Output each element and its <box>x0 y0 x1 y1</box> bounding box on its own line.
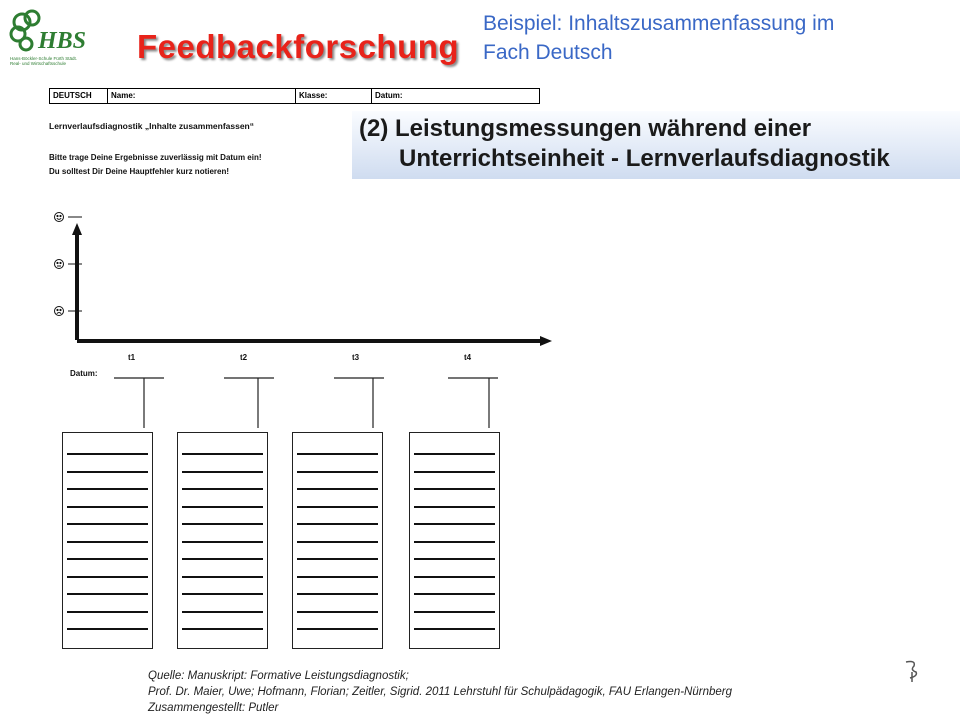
source-line-1: Quelle: Manuskript: Formative Leistungsdiagnostik; <box>148 670 409 682</box>
header-cell-class: Klasse: <box>296 89 372 103</box>
y-axis-arrow <box>72 223 82 235</box>
ruled-line <box>297 488 378 490</box>
ruled-line <box>297 506 378 508</box>
happy-face-icon <box>55 213 64 222</box>
sad-face-icon <box>55 307 64 316</box>
ruled-line <box>67 576 148 578</box>
ruled-line <box>67 541 148 543</box>
source-line-3: Zusammengestellt: Putler <box>148 702 279 714</box>
ruled-line <box>182 471 263 473</box>
example-line-1: Beispiel: Inhaltszusammenfassung im <box>483 12 835 35</box>
example-subtitle <box>483 9 953 67</box>
neutral-face-icon <box>55 260 64 269</box>
ruled-line <box>414 471 495 473</box>
header-cell-name: Name: <box>108 89 296 103</box>
ruled-line <box>414 523 495 525</box>
ruled-line <box>67 523 148 525</box>
notes-box-t1[interactable] <box>62 432 153 649</box>
ruled-line <box>414 576 495 578</box>
ruled-line <box>182 628 263 630</box>
ruled-line <box>297 593 378 595</box>
header-cell-subject: DEUTSCH <box>50 89 108 103</box>
ruled-line <box>297 576 378 578</box>
source-line-2: Prof. Dr. Maier, Uwe; Hofmann, Florian; Zeitler, Sigrid. 2011 Lehrstuhl für Schulpädagogik, FAU Erlangen-Nürnberg <box>148 686 733 698</box>
time-label-t2: t2 <box>240 353 248 362</box>
ruled-line <box>67 593 148 595</box>
signature-mark <box>902 658 922 684</box>
ruled-line <box>297 523 378 525</box>
ruled-line <box>182 576 263 578</box>
ruled-line <box>67 506 148 508</box>
ruled-line <box>297 611 378 613</box>
time-label-t1: t1 <box>128 353 136 362</box>
x-axis-arrow <box>540 336 552 346</box>
ruled-line <box>414 541 495 543</box>
ruled-line <box>414 593 495 595</box>
banner-line-2: Unterrichtseinheit - Lernverlaufsdiagnostik <box>399 145 890 172</box>
ruled-line <box>67 488 148 490</box>
ruled-line <box>414 506 495 508</box>
ruled-line <box>414 488 495 490</box>
worksheet-heading: Lernverlaufsdiagnostik „Inhalte zusammenfassen“ <box>49 121 255 131</box>
ruled-line <box>414 611 495 613</box>
ruled-line <box>182 541 263 543</box>
ruled-line <box>182 611 263 613</box>
notes-box-t2[interactable] <box>177 432 268 649</box>
logo-letters: HBS <box>38 28 87 54</box>
slide-title: Feedbackforschung <box>137 28 460 65</box>
ruled-line <box>182 506 263 508</box>
ruled-line <box>67 628 148 630</box>
ruled-line <box>67 453 148 455</box>
time-label-t4: t4 <box>464 353 472 362</box>
ruled-line <box>182 593 263 595</box>
ruled-line <box>67 471 148 473</box>
ruled-line <box>182 453 263 455</box>
date-connectors <box>100 370 520 432</box>
time-label-t3: t3 <box>352 353 360 362</box>
ruled-line <box>297 471 378 473</box>
progress-diagram <box>40 195 560 375</box>
ruled-line <box>414 628 495 630</box>
logo-caption: Hans-Böckler-Schule Fürth Städt. Real- und Wirtschaftsschule <box>10 56 78 66</box>
datum-label: Datum: <box>70 369 98 378</box>
banner-line-1: (2) Leistungsmessungen während einer <box>359 115 812 142</box>
notes-box-t3[interactable] <box>292 432 383 649</box>
ruled-line <box>182 523 263 525</box>
worksheet-header-table <box>49 88 540 104</box>
worksheet-instruction-1: Bitte trage Deine Ergebnisse zuverlässig mit Datum ein! <box>49 153 262 162</box>
ruled-line <box>67 611 148 613</box>
ruled-line <box>67 558 148 560</box>
ruled-line <box>182 558 263 560</box>
worksheet-instruction-2: Du solltest Dir Deine Hauptfehler kurz notieren! <box>49 167 230 176</box>
header-cell-date: Datum: <box>375 91 403 100</box>
ruled-line <box>414 453 495 455</box>
ruled-line <box>297 558 378 560</box>
ruled-line <box>297 453 378 455</box>
ruled-line <box>297 541 378 543</box>
example-line-2: Fach Deutsch <box>483 41 613 64</box>
source-citation <box>148 668 948 716</box>
ruled-line <box>182 488 263 490</box>
notes-box-t4[interactable] <box>409 432 500 649</box>
ruled-line <box>414 558 495 560</box>
ruled-line <box>297 628 378 630</box>
